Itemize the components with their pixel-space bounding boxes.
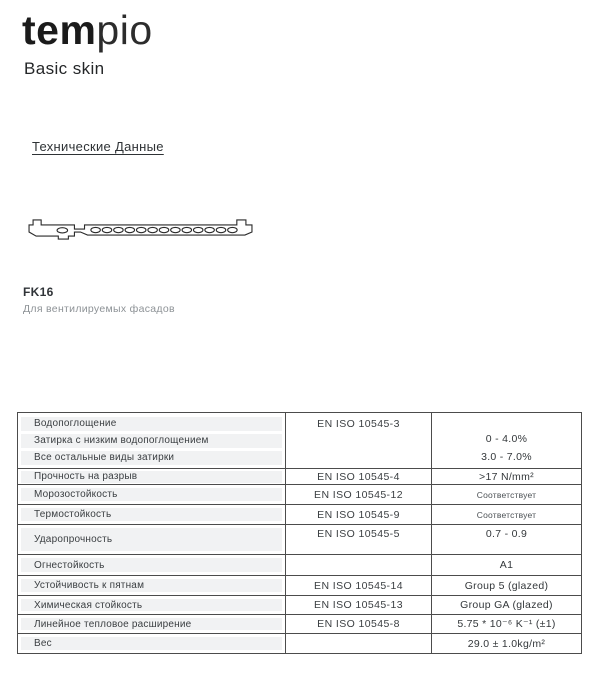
value-cell [432, 505, 581, 524]
section-title-link[interactable]: Технические Данные [32, 139, 164, 154]
panel-hole [205, 227, 214, 232]
value-cell [432, 596, 581, 614]
value-cell [432, 555, 581, 575]
table-row-weight [18, 634, 581, 653]
property-cell [18, 413, 285, 468]
panel-profile-drawing [24, 211, 256, 243]
standard-cell [285, 505, 432, 524]
spec-table [17, 412, 582, 654]
table-row-chemical-resistance [18, 596, 581, 615]
value-label: Group 5 (glazed) [464, 579, 549, 592]
property-cell [18, 634, 285, 653]
panel-hole [114, 227, 123, 232]
standard-label: EN ISO 10545-8 [317, 618, 400, 630]
standard-cell [285, 576, 432, 595]
panel-hole [171, 227, 180, 232]
panel-hole [91, 227, 100, 232]
table-row-fire-resistance [18, 555, 581, 576]
table-row-breaking-strength [18, 469, 581, 485]
value-label: Соответствует [476, 489, 537, 500]
standard-label: EN ISO 10545-4 [317, 470, 400, 483]
property-label: Все остальные виды затирки [21, 451, 282, 465]
property-label: Химическая стойкость [21, 599, 282, 611]
value-cell [432, 485, 581, 504]
value-cell [432, 469, 581, 484]
table-row-thermal-shock [18, 505, 581, 525]
property-cell [18, 576, 285, 595]
table-row-stain-resistance [18, 576, 581, 596]
property-label: Линейное тепловое расширение [21, 618, 282, 630]
value-cell [432, 413, 581, 468]
panel-hole [216, 227, 225, 232]
property-cell [18, 555, 285, 575]
standard-label: EN ISO 10545-12 [314, 488, 403, 501]
property-label: Затирка с низким водопоглощением [21, 434, 282, 448]
panel-hole [136, 227, 145, 232]
standard-cell [285, 634, 432, 653]
panel-hole [193, 227, 202, 232]
panel-hole [148, 227, 157, 232]
property-label: Огнестойкость [21, 558, 282, 572]
table-row-frost-resistance [18, 485, 581, 505]
value-cell [432, 634, 581, 653]
property-cell [18, 485, 285, 504]
value-label: >17 N/mm² [479, 470, 534, 483]
standard-cell [285, 469, 432, 484]
table-row-water-absorption [18, 413, 581, 469]
standard-label: EN ISO 10545-14 [314, 579, 403, 592]
property-cell [18, 525, 285, 554]
panel-hole [228, 227, 237, 232]
property-label: Термостойкость [21, 508, 282, 521]
property-label: Устойчивость к пятнам [21, 579, 282, 592]
standard-label: EN ISO 10545-13 [314, 599, 403, 611]
table-row-impact-resistance [18, 525, 581, 555]
logo-bold-part: tem [22, 7, 97, 53]
property-cell [18, 615, 285, 633]
property-label: Ударопрочность [21, 528, 282, 551]
table-row-thermal-expansion [18, 615, 581, 634]
brand-logo [22, 8, 153, 53]
value-cell [432, 525, 581, 554]
standard-cell [285, 485, 432, 504]
value-cell [432, 576, 581, 595]
property-label: Морозостойкость [21, 488, 282, 501]
standard-cell [285, 525, 432, 554]
standard-cell [285, 555, 432, 575]
standard-label: EN ISO 10545-9 [317, 508, 400, 521]
value-cell [432, 615, 581, 633]
property-label: Вес [21, 637, 282, 650]
property-cell [18, 505, 285, 524]
panel-hole [159, 227, 168, 232]
value-label: 0.7 - 0.9 [485, 528, 528, 540]
panel-hole [125, 227, 134, 232]
logo-light-part: pio [96, 7, 153, 53]
standard-cell [285, 615, 432, 633]
product-name: Basic skin [24, 59, 105, 78]
property-cell [18, 469, 285, 484]
value-label: 5.75 * 10⁻⁶ K⁻¹ (±1) [457, 618, 556, 630]
value-label: Group GA (glazed) [460, 599, 553, 611]
profile-code: FK16 [23, 285, 54, 299]
value-line: 3.0 - 7.0% [481, 451, 532, 463]
standard-label: EN ISO 10545-3 [317, 418, 400, 430]
value-label: Соответствует [476, 509, 537, 520]
property-cell [18, 596, 285, 614]
profile-subtitle: Для вентилируемых фасадов [23, 303, 175, 315]
standard-cell [285, 596, 432, 614]
panel-hole [102, 227, 111, 232]
value-label: 29.0 ± 1.0kg/m² [467, 637, 546, 650]
panel-hole [182, 227, 191, 232]
panel-hole [57, 228, 67, 233]
standard-cell [285, 413, 432, 468]
value-label: A1 [499, 559, 514, 571]
property-label: Прочность на разрыв [21, 471, 282, 483]
standard-label: EN ISO 10545-5 [317, 528, 400, 540]
value-line: 0 - 4.0% [485, 433, 528, 445]
property-label: Водопоглощение [21, 417, 282, 431]
